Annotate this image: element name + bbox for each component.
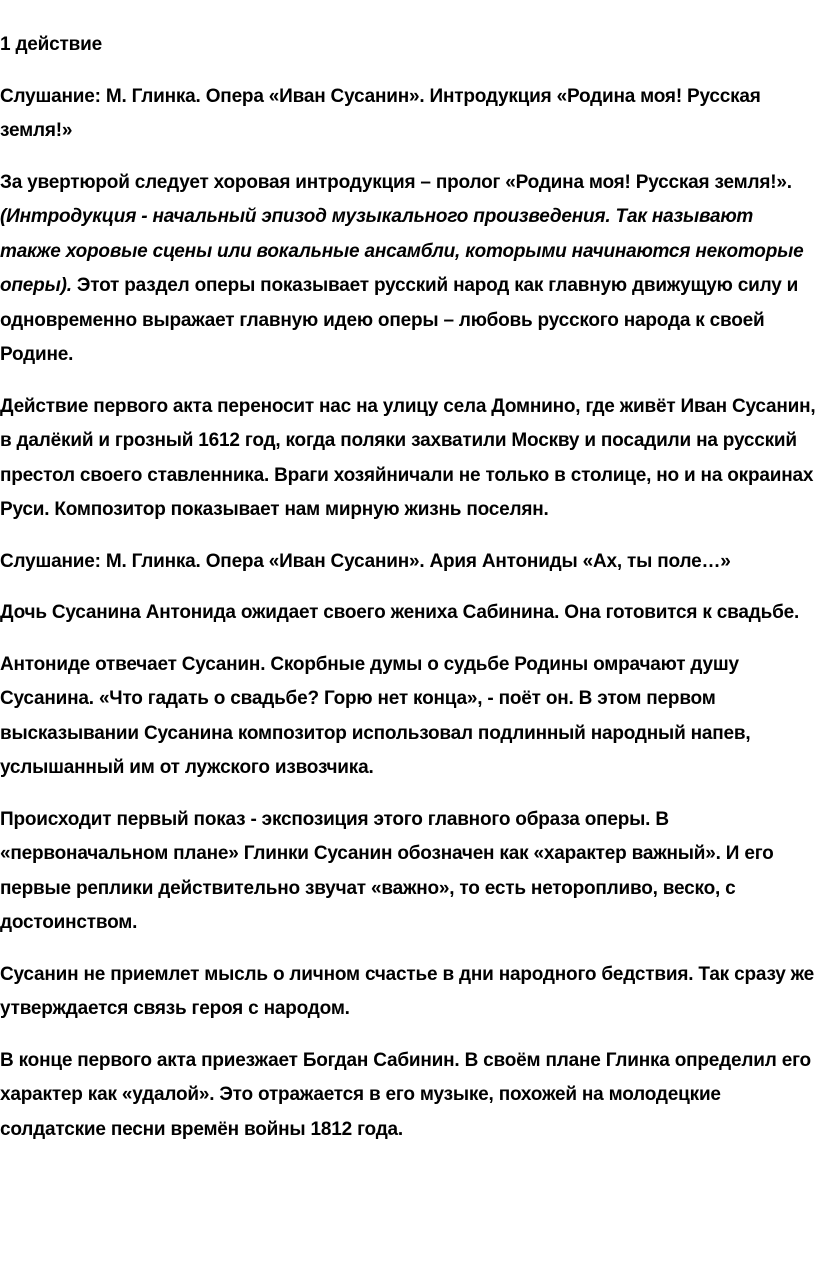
people-paragraph: Сусанин не приемлет мысль о личном счастье в дни народного бедствия. Так сразу же утверждается связь героя с народом. [0, 963, 815, 1019]
first-act-paragraph: Действие первого акта переносит нас на улицу села Домнино, где живёт Иван Сусанин, в далёкий и грозный 1612 год, когда поляки захватили Москву и посадили на русский престол своего ставленника. Враги хозяйничали не только в столице, но и на окраинах Руси. Композитор показывает нам мирную жизнь поселян. [0, 395, 816, 520]
exposition-paragraph: Происходит первый показ - экспозиция этого главного образа оперы. В «первоначальном плане» Глинки Сусанин обозначен как «характер важный». И его первые реплики действительно звучат «важно», то есть неторопливо, веско, с достоинством. [0, 808, 774, 933]
antonida-paragraph: Дочь Сусанина Антонида ожидает своего жениха Сабинина. Она готовится к свадьбе. [0, 602, 800, 623]
susanin-paragraph: Антониде отвечает Сусанин. Скорбные думы о судьбе Родины омрачают душу Сусанина. «Что гадать о свадьбе? Горю нет конца», - поёт он. В этом первом высказывании Сусанина композитор использовал подлинный народный напев, услышанный им от лужского извозчика. [0, 653, 751, 778]
listening-title-aria: Слушание: М. Глинка. Опера «Иван Сусанин». Ария Антониды «Ах, ты поле…» [0, 550, 731, 572]
section-heading: 1 действие [0, 34, 102, 55]
sabinin-paragraph: В конце первого акта приезжает Богдан Сабинин. В своём плане Глинка определил его характер как «удалой». Это отражается в его музыке, похожей на молодецкие солдатские песни времён войны 1812 года. [0, 1049, 811, 1140]
introduction-text-end: Этот раздел оперы показывает русский народ как главную движущую силу и одновременно выражает главную идею оперы – любовь русского народа к своей Родине. [0, 275, 799, 365]
introduction-text-start: За увертюрой следует хоровая интродукция – пролог «Родина моя! Русская земля!». [0, 171, 792, 193]
listening-title-introduction: Слушание: М. Глинка. Опера «Иван Сусанин». Интродукция «Родина моя! Русская земля!» [0, 85, 761, 141]
introduction-paragraph [0, 166, 816, 373]
introduction-definition: (Интродукция - начальный эпизод музыкального произведения. Так называют также хоровые сцены или вокальные ансамбли, которыми начинаются некоторые оперы). [0, 206, 804, 296]
document-page [0, 28, 816, 1164]
